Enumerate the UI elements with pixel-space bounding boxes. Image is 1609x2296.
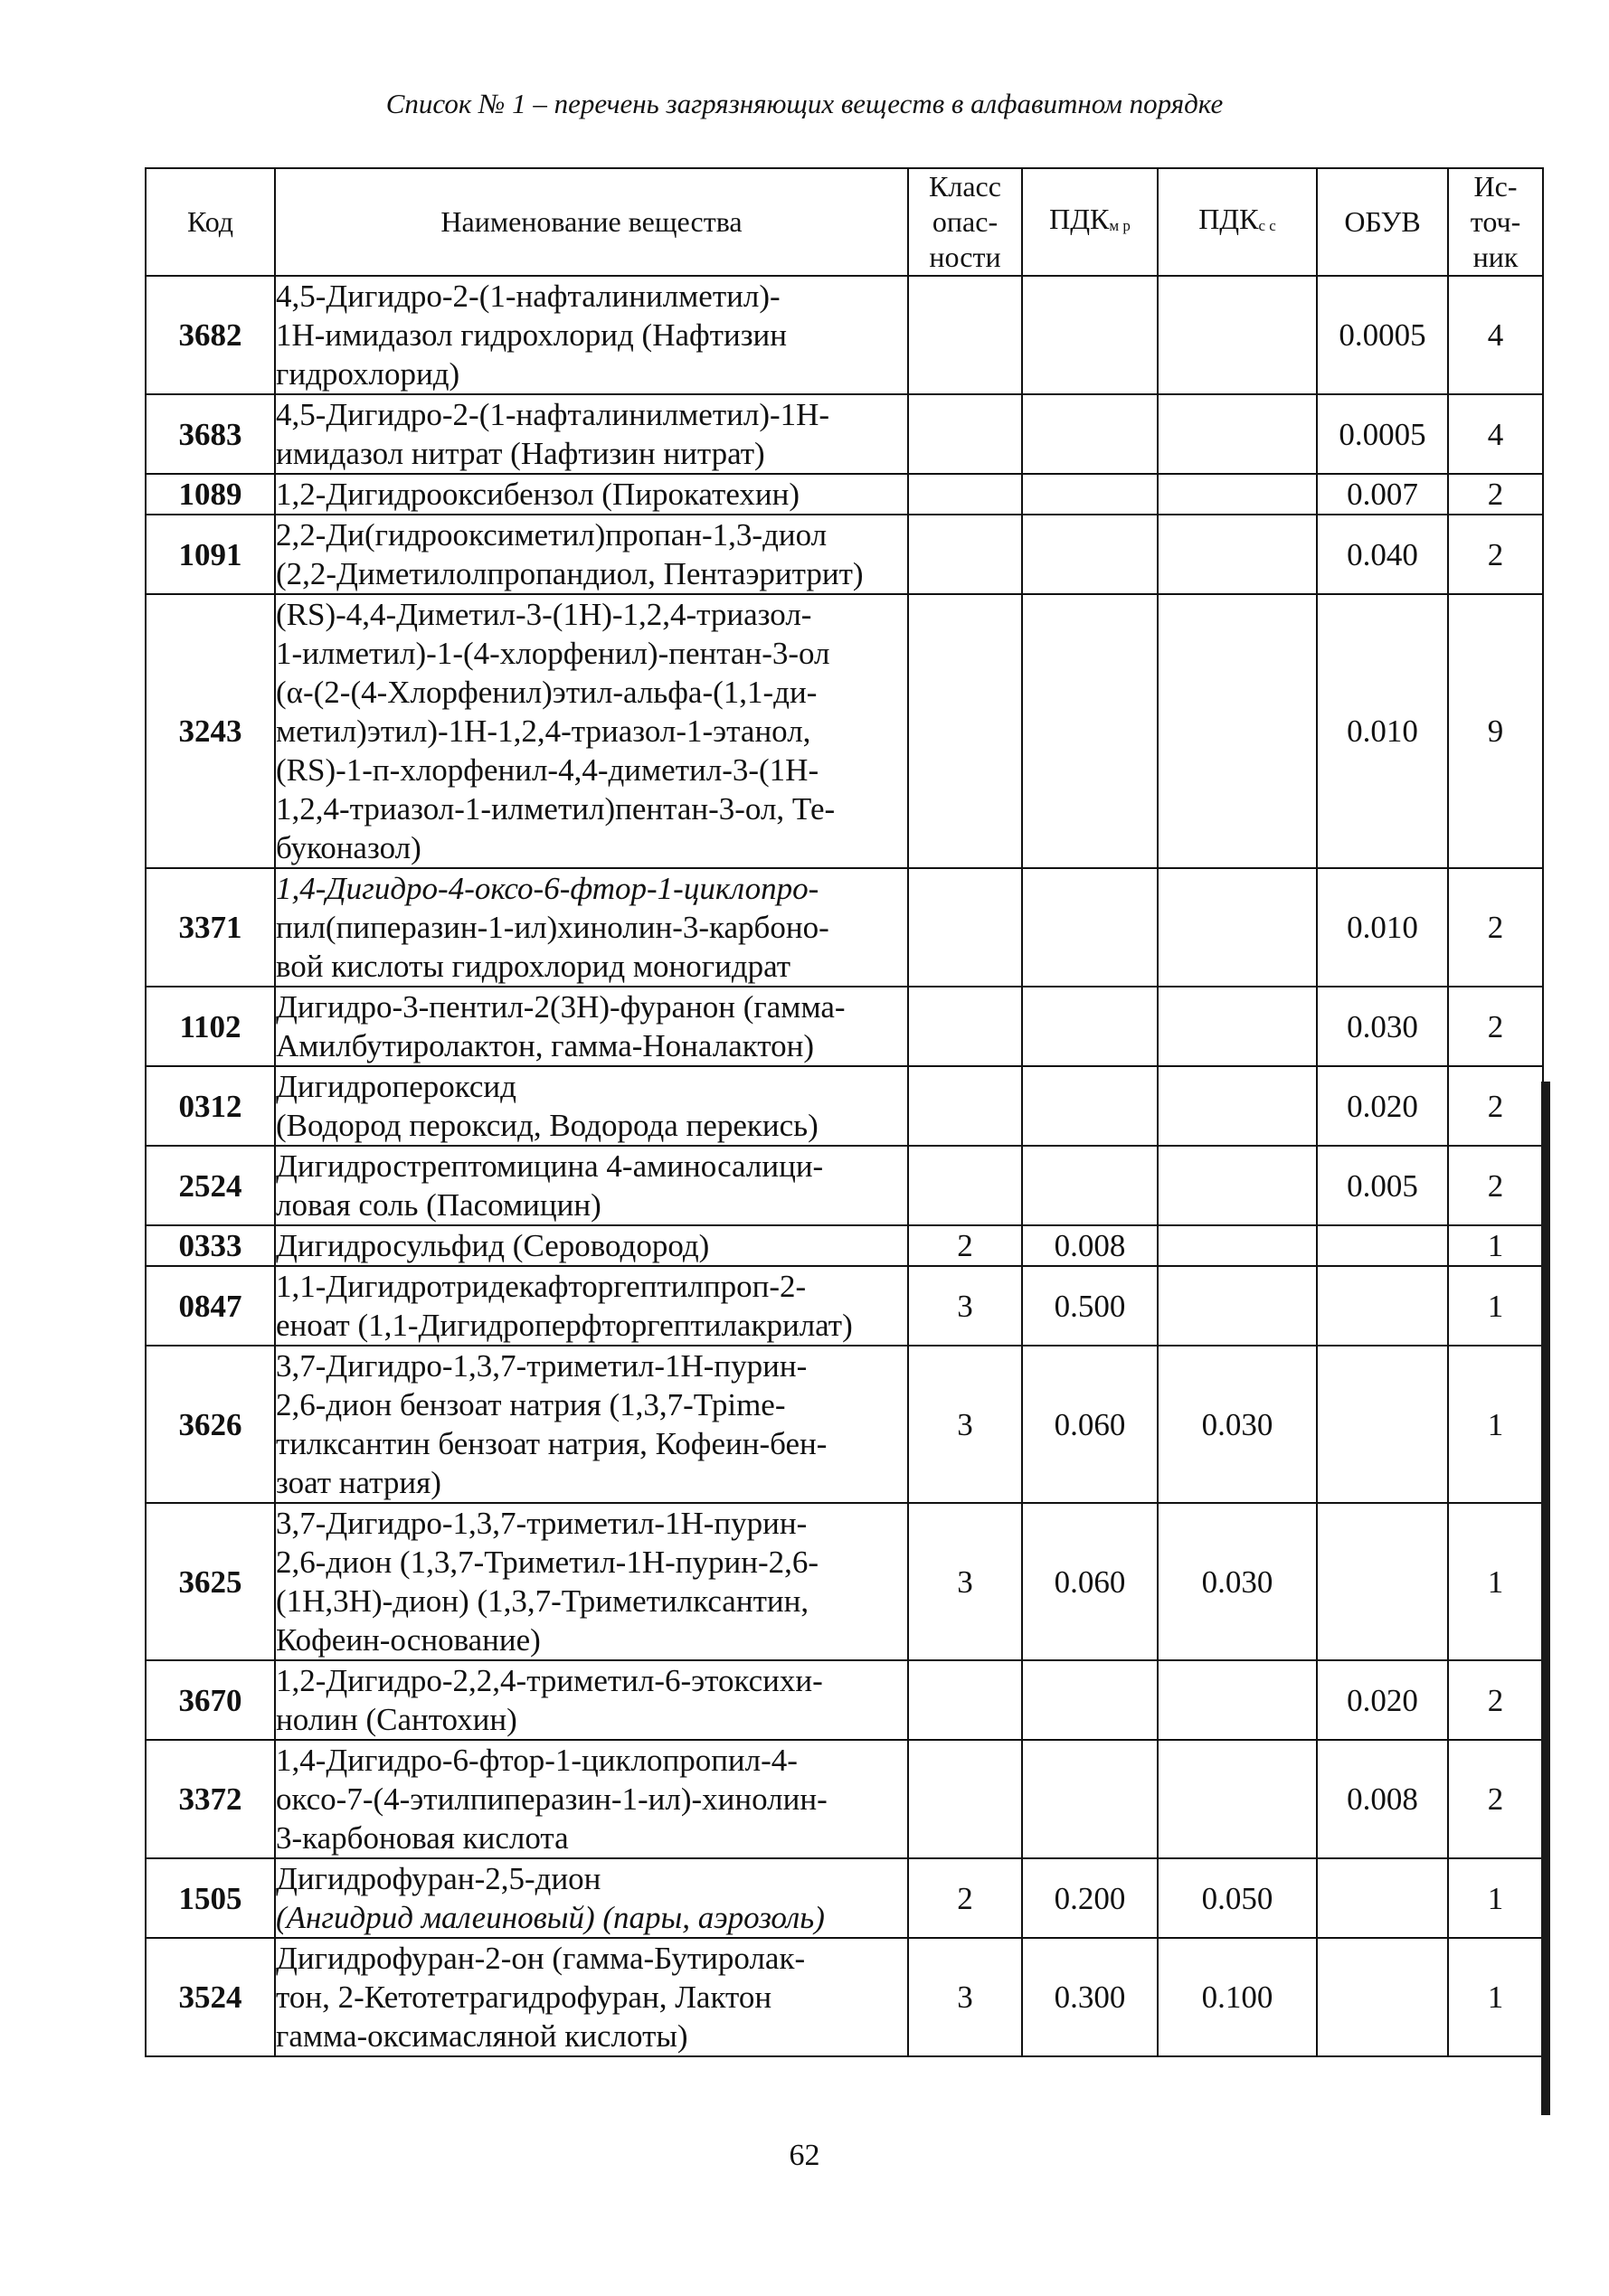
cell-obuv: 0.010 bbox=[1317, 594, 1448, 868]
cell-pdk-ss bbox=[1158, 276, 1317, 394]
cell-code: 3683 bbox=[146, 394, 275, 474]
substance-name-line: Амилбутиролактон, гамма-Ноналактон) bbox=[276, 1028, 815, 1063]
cell-hazard-class: 3 bbox=[908, 1346, 1022, 1503]
header-name: Наименование вещества bbox=[275, 168, 908, 276]
cell-code: 3670 bbox=[146, 1660, 275, 1740]
cell-substance-name bbox=[275, 594, 908, 868]
cell-pdk-ss bbox=[1158, 868, 1317, 987]
substance-name-line: 2,2-Ди(гидрооксиметил)пропан-1,3-диол bbox=[276, 517, 828, 553]
cell-source: 2 bbox=[1448, 868, 1543, 987]
substance-name-line: метил)этил)-1Н-1,2,4-триазол-1-этанол, bbox=[276, 713, 811, 749]
cell-pdk-mr bbox=[1022, 868, 1158, 987]
cell-substance-name bbox=[275, 394, 908, 474]
cell-source: 2 bbox=[1448, 1740, 1543, 1858]
cell-hazard-class bbox=[908, 394, 1022, 474]
cell-obuv: 0.0005 bbox=[1317, 394, 1448, 474]
substance-name-line: (RS)-4,4-Диметил-3-(1Н)-1,2,4-триазол- bbox=[276, 597, 812, 632]
cell-source: 1 bbox=[1448, 1938, 1543, 2056]
cell-hazard-class bbox=[908, 1146, 1022, 1225]
substance-name-line: пил(пиперазин-1-ил)хинолин-3-карбоно- bbox=[276, 910, 829, 945]
cell-pdk-ss bbox=[1158, 1225, 1317, 1266]
cell-pdk-mr bbox=[1022, 594, 1158, 868]
substance-name-line: 1,2-Дигидро-2,2,4-триметил-6-этоксихи- bbox=[276, 1663, 823, 1698]
substance-name-line: (1Н,3Н)-дион) (1,3,7-Триметилксантин, bbox=[276, 1583, 809, 1619]
cell-source: 1 bbox=[1448, 1346, 1543, 1503]
substance-name-line: нолин (Сантохин) bbox=[276, 1702, 517, 1737]
cell-pdk-ss bbox=[1158, 1146, 1317, 1225]
table-row bbox=[146, 515, 1543, 594]
cell-code: 1089 bbox=[146, 474, 275, 515]
cell-obuv: 0.040 bbox=[1317, 515, 1448, 594]
cell-pdk-ss bbox=[1158, 594, 1317, 868]
cell-substance-name bbox=[275, 1938, 908, 2056]
substance-name-line: (2,2-Диметилолпропандиол, Пентаэритрит) bbox=[276, 556, 864, 591]
cell-code: 3626 bbox=[146, 1346, 275, 1503]
cell-source: 1 bbox=[1448, 1225, 1543, 1266]
cell-obuv: 0.020 bbox=[1317, 1066, 1448, 1146]
cell-obuv: 0.0005 bbox=[1317, 276, 1448, 394]
substance-name-line: оксо-7-(4-этилпиперазин-1-ил)-хинолин- bbox=[276, 1781, 828, 1817]
scan-edge-shadow bbox=[1541, 1082, 1550, 2115]
cell-pdk-mr bbox=[1022, 987, 1158, 1066]
cell-hazard-class bbox=[908, 1660, 1022, 1740]
cell-pdk-ss: 0.100 bbox=[1158, 1938, 1317, 2056]
cell-pdk-mr: 0.500 bbox=[1022, 1266, 1158, 1346]
cell-pdk-ss: 0.030 bbox=[1158, 1346, 1317, 1503]
table-row bbox=[146, 276, 1543, 394]
cell-obuv bbox=[1317, 1225, 1448, 1266]
cell-pdk-mr bbox=[1022, 474, 1158, 515]
cell-pdk-ss: 0.030 bbox=[1158, 1503, 1317, 1660]
table-row bbox=[146, 1066, 1543, 1146]
cell-source: 2 bbox=[1448, 1066, 1543, 1146]
table-header-row bbox=[146, 168, 1543, 276]
header-code: Код bbox=[146, 168, 275, 276]
cell-source: 2 bbox=[1448, 1660, 1543, 1740]
cell-substance-name bbox=[275, 515, 908, 594]
cell-pdk-ss bbox=[1158, 394, 1317, 474]
substance-name-line: Дигидропероксид bbox=[276, 1069, 516, 1104]
substance-name-line: (Ангидрид малеиновый) (пары, аэрозоль) bbox=[276, 1900, 825, 1935]
header-source-line: точ- bbox=[1470, 205, 1521, 238]
cell-hazard-class bbox=[908, 276, 1022, 394]
cell-pdk-mr bbox=[1022, 1660, 1158, 1740]
substance-name-line: Дигидро-3-пентил-2(3Н)-фуранон (гамма- bbox=[276, 989, 846, 1025]
cell-hazard-class bbox=[908, 1066, 1022, 1146]
cell-source: 1 bbox=[1448, 1266, 1543, 1346]
cell-code: 1091 bbox=[146, 515, 275, 594]
cell-source: 4 bbox=[1448, 394, 1543, 474]
header-hazard-class bbox=[908, 168, 1022, 276]
cell-substance-name bbox=[275, 868, 908, 987]
cell-obuv bbox=[1317, 1266, 1448, 1346]
cell-hazard-class bbox=[908, 474, 1022, 515]
header-obuv: ОБУВ bbox=[1317, 168, 1448, 276]
table-row bbox=[146, 1146, 1543, 1225]
cell-pdk-mr bbox=[1022, 1740, 1158, 1858]
cell-code: 3372 bbox=[146, 1740, 275, 1858]
cell-obuv: 0.010 bbox=[1317, 868, 1448, 987]
header-hazard-class-line: Класс bbox=[929, 170, 1001, 203]
substance-name-line: 1Н-имидазол гидрохлорид (Нафтизин bbox=[276, 317, 787, 353]
substance-name-line: (RS)-1-п-хлорфенил-4,4-диметил-3-(1Н- bbox=[276, 752, 819, 788]
cell-pdk-ss bbox=[1158, 1740, 1317, 1858]
cell-substance-name bbox=[275, 1503, 908, 1660]
substance-name-line: буконазол) bbox=[276, 830, 421, 865]
cell-code: 3524 bbox=[146, 1938, 275, 2056]
cell-pdk-ss bbox=[1158, 1266, 1317, 1346]
substance-name-line: 1,4-Дигидро-6-фтор-1-циклопропил-4- bbox=[276, 1743, 798, 1778]
table-row bbox=[146, 1740, 1543, 1858]
cell-code: 0333 bbox=[146, 1225, 275, 1266]
table-row bbox=[146, 1938, 1543, 2056]
substance-name-line: гидрохлорид) bbox=[276, 356, 460, 392]
substance-name-line: тон, 2-Кетотетрагидрофуран, Лактон bbox=[276, 1979, 772, 2015]
substance-name-line: имидазол нитрат (Нафтизин нитрат) bbox=[276, 436, 765, 471]
substance-name-line: 2,6-дион бензоат натрия (1,3,7-Трime- bbox=[276, 1387, 786, 1422]
cell-pdk-mr bbox=[1022, 276, 1158, 394]
cell-code: 0847 bbox=[146, 1266, 275, 1346]
cell-code: 3682 bbox=[146, 276, 275, 394]
substance-name-line: Дигидрофуран-2,5-дион bbox=[276, 1861, 601, 1896]
cell-source: 2 bbox=[1448, 1146, 1543, 1225]
cell-pdk-ss bbox=[1158, 515, 1317, 594]
cell-substance-name bbox=[275, 1740, 908, 1858]
cell-pdk-ss bbox=[1158, 1066, 1317, 1146]
cell-obuv bbox=[1317, 1858, 1448, 1938]
header-pdk-ss bbox=[1158, 168, 1317, 276]
cell-obuv bbox=[1317, 1938, 1448, 2056]
header-pdk-mr-main: ПДК bbox=[1049, 202, 1110, 235]
table-row bbox=[146, 1660, 1543, 1740]
substance-name-line: 1,2,4-триазол-1-илметил)пентан-3-ол, Те- bbox=[276, 791, 836, 827]
cell-source: 2 bbox=[1448, 474, 1543, 515]
cell-source: 2 bbox=[1448, 987, 1543, 1066]
cell-hazard-class: 3 bbox=[908, 1938, 1022, 2056]
cell-pdk-mr bbox=[1022, 394, 1158, 474]
cell-hazard-class: 3 bbox=[908, 1266, 1022, 1346]
substance-name-line: ловая соль (Пасомицин) bbox=[276, 1187, 601, 1223]
header-pdk-ss-main: ПДК bbox=[1198, 202, 1259, 235]
substance-name-line: 2,6-дион (1,3,7-Триметил-1Н-пурин-2,6- bbox=[276, 1545, 819, 1580]
substance-name-line: Дигидросульфид (Сероводород) bbox=[276, 1228, 710, 1263]
table-row bbox=[146, 394, 1543, 474]
substance-name-line: 3-карбоновая кислота bbox=[276, 1820, 569, 1856]
table-row bbox=[146, 868, 1543, 987]
cell-hazard-class bbox=[908, 1740, 1022, 1858]
cell-source: 9 bbox=[1448, 594, 1543, 868]
cell-substance-name bbox=[275, 1146, 908, 1225]
cell-obuv: 0.008 bbox=[1317, 1740, 1448, 1858]
cell-pdk-ss bbox=[1158, 474, 1317, 515]
cell-obuv: 0.005 bbox=[1317, 1146, 1448, 1225]
substance-name-line: (α-(2-(4-Хлорфенил)этил-альфа-(1,1-ди- bbox=[276, 675, 818, 710]
substance-name-line: (Водород пероксид, Водорода перекись) bbox=[276, 1108, 819, 1143]
cell-pdk-mr bbox=[1022, 1146, 1158, 1225]
cell-substance-name bbox=[275, 1660, 908, 1740]
cell-substance-name bbox=[275, 987, 908, 1066]
substances-table bbox=[145, 167, 1544, 2057]
cell-obuv bbox=[1317, 1503, 1448, 1660]
header-source bbox=[1448, 168, 1543, 276]
cell-substance-name bbox=[275, 276, 908, 394]
table-row bbox=[146, 987, 1543, 1066]
cell-pdk-mr: 0.008 bbox=[1022, 1225, 1158, 1266]
header-pdk-ss-sub: с с bbox=[1258, 216, 1276, 234]
cell-pdk-ss bbox=[1158, 1660, 1317, 1740]
cell-code: 1505 bbox=[146, 1858, 275, 1938]
substance-name-line: 4,5-Дигидро-2-(1-нафталинилметил)-1Н- bbox=[276, 397, 830, 432]
cell-hazard-class bbox=[908, 515, 1022, 594]
cell-obuv: 0.030 bbox=[1317, 987, 1448, 1066]
cell-pdk-ss bbox=[1158, 987, 1317, 1066]
cell-hazard-class: 2 bbox=[908, 1225, 1022, 1266]
cell-substance-name bbox=[275, 1066, 908, 1146]
substance-name-line: 1,1-Дигидротридекафторгептилпроп-2- bbox=[276, 1269, 807, 1304]
cell-source: 1 bbox=[1448, 1503, 1543, 1660]
cell-source: 4 bbox=[1448, 276, 1543, 394]
substance-name-line: 1-илметил)-1-(4-хлорфенил)-пентан-3-ол bbox=[276, 636, 830, 671]
cell-pdk-ss: 0.050 bbox=[1158, 1858, 1317, 1938]
header-source-line: Ис- bbox=[1473, 170, 1518, 203]
table-row bbox=[146, 1266, 1543, 1346]
table-row bbox=[146, 1858, 1543, 1938]
page-title: Список № 1 – перечень загрязняющих веществ в алфавитном порядке bbox=[385, 88, 1224, 119]
cell-code: 2524 bbox=[146, 1146, 275, 1225]
substance-name-line: зоат натрия) bbox=[276, 1465, 441, 1500]
cell-substance-name bbox=[275, 1225, 908, 1266]
substance-name-line: тилксантин бензоат натрия, Кофеин-бен- bbox=[276, 1426, 828, 1461]
substance-name-line: Кофеин-основание) bbox=[276, 1622, 541, 1658]
cell-substance-name bbox=[275, 1346, 908, 1503]
header-source-line: ник bbox=[1472, 241, 1519, 273]
header-pdk-mr bbox=[1022, 168, 1158, 276]
cell-pdk-mr: 0.200 bbox=[1022, 1858, 1158, 1938]
cell-hazard-class bbox=[908, 987, 1022, 1066]
page-number: 62 bbox=[789, 2139, 820, 2172]
header-hazard-class-line: ности bbox=[929, 241, 1001, 273]
cell-source: 1 bbox=[1448, 1858, 1543, 1938]
cell-substance-name bbox=[275, 1858, 908, 1938]
cell-code: 3243 bbox=[146, 594, 275, 868]
cell-obuv bbox=[1317, 1346, 1448, 1503]
substance-name-line: еноат (1,1-Дигидроперфторгептилакрилат) bbox=[276, 1308, 853, 1343]
cell-substance-name bbox=[275, 474, 908, 515]
cell-source: 2 bbox=[1448, 515, 1543, 594]
table-row bbox=[146, 1225, 1543, 1266]
cell-pdk-mr: 0.060 bbox=[1022, 1346, 1158, 1503]
cell-hazard-class: 3 bbox=[908, 1503, 1022, 1660]
cell-pdk-mr: 0.300 bbox=[1022, 1938, 1158, 2056]
cell-code: 3625 bbox=[146, 1503, 275, 1660]
substance-name-line: вой кислоты гидрохлорид моногидрат bbox=[276, 949, 791, 984]
substance-name-line: Дигидрофуран-2-он (гамма-Бутиролак- bbox=[276, 1941, 806, 1976]
cell-code: 1102 bbox=[146, 987, 275, 1066]
substance-name-line: 1,2-Дигидрооксибензол (Пирокатехин) bbox=[276, 477, 800, 512]
table-row bbox=[146, 474, 1543, 515]
substance-name-line: 1,4-Дигидро-4-оксо-6-фтор-1-циклопро- bbox=[276, 871, 819, 906]
substance-name-line: гамма-оксимасляной кислоты) bbox=[276, 2018, 688, 2054]
header-hazard-class-line: опас- bbox=[932, 205, 999, 238]
substance-name-line: 3,7-Дигидро-1,3,7-триметил-1Н-пурин- bbox=[276, 1506, 808, 1541]
cell-code: 3371 bbox=[146, 868, 275, 987]
cell-hazard-class bbox=[908, 594, 1022, 868]
cell-pdk-mr: 0.060 bbox=[1022, 1503, 1158, 1660]
table-row bbox=[146, 1503, 1543, 1660]
cell-obuv: 0.007 bbox=[1317, 474, 1448, 515]
substance-name-line: Дигидрострептомицина 4-аминосалици- bbox=[276, 1148, 824, 1184]
substance-name-line: 4,5-Дигидро-2-(1-нафталинилметил)- bbox=[276, 279, 781, 314]
cell-hazard-class: 2 bbox=[908, 1858, 1022, 1938]
table-row bbox=[146, 594, 1543, 868]
table-row bbox=[146, 1346, 1543, 1503]
cell-pdk-mr bbox=[1022, 1066, 1158, 1146]
table-body bbox=[146, 276, 1543, 2056]
header-pdk-mr-sub: м р bbox=[1109, 216, 1131, 234]
cell-hazard-class bbox=[908, 868, 1022, 987]
cell-pdk-mr bbox=[1022, 515, 1158, 594]
cell-substance-name bbox=[275, 1266, 908, 1346]
cell-obuv: 0.020 bbox=[1317, 1660, 1448, 1740]
cell-code: 0312 bbox=[146, 1066, 275, 1146]
substance-name-line: 3,7-Дигидро-1,3,7-триметил-1Н-пурин- bbox=[276, 1348, 808, 1384]
